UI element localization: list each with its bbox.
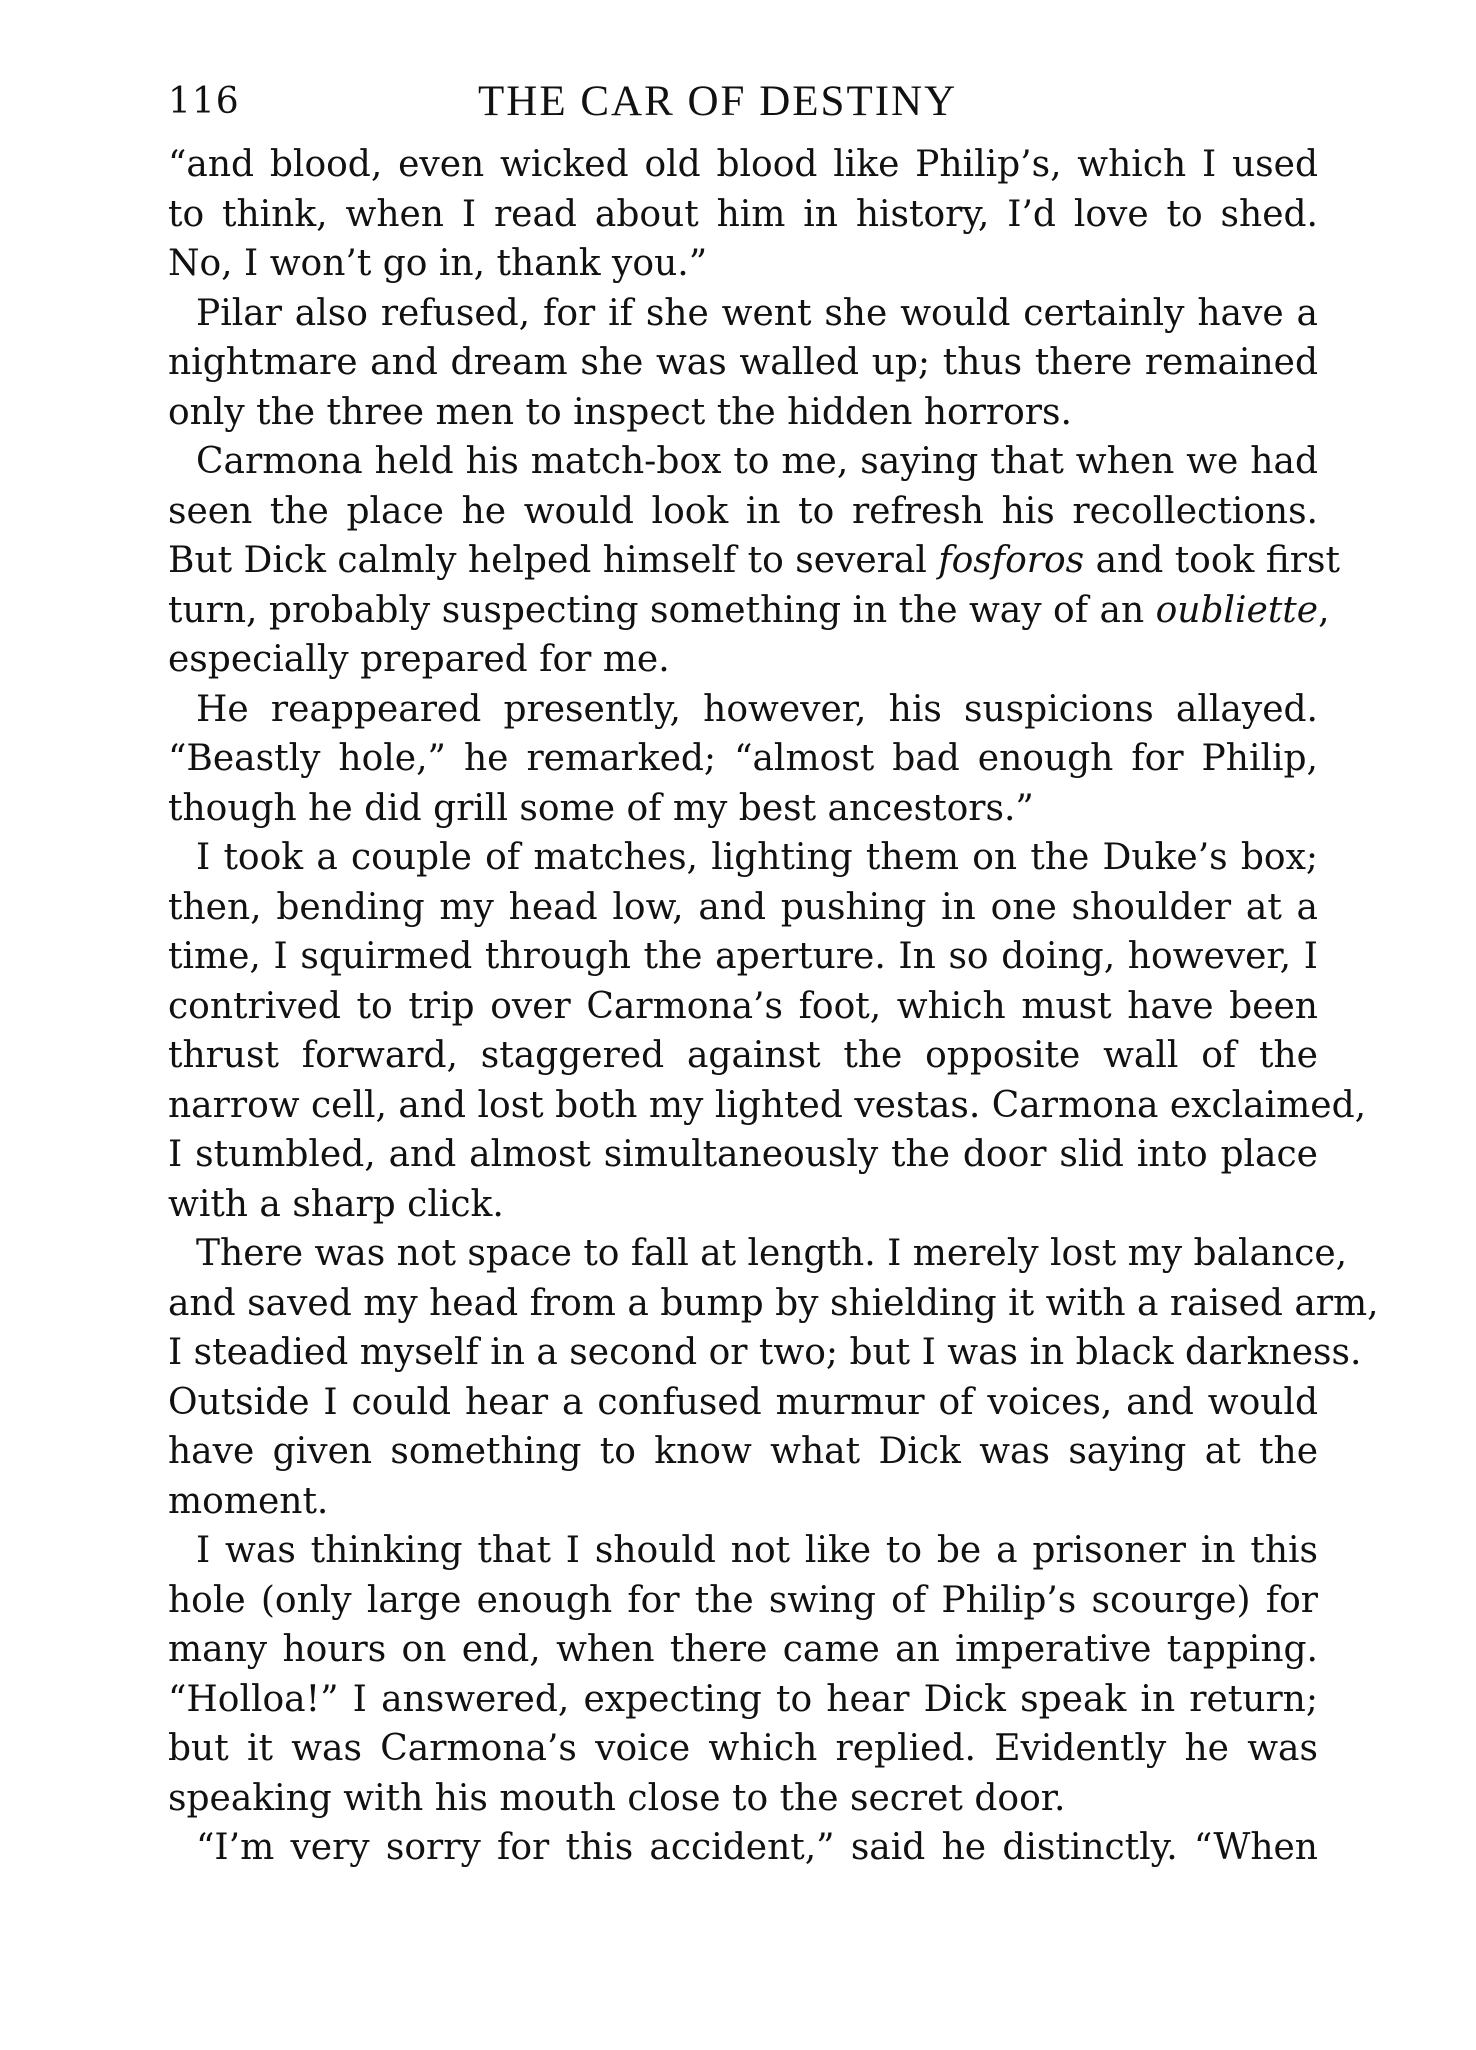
- text-line: and saved my head from a bump by shielding it with a raised arm,: [168, 1282, 1379, 1324]
- page-header: [168, 72, 1318, 132]
- text-line: nightmare and dream she was walled up; thus there remained: [168, 342, 1318, 383]
- text-line: especially prepared for me.: [168, 639, 670, 680]
- text-line: “Beastly hole,” he remarked; “almost bad enough for Philip,: [168, 738, 1318, 779]
- text-line: thrust forward, staggered against the opposite wall of the: [168, 1035, 1318, 1076]
- text-line: He reappeared presently, however, his suspicions allayed.: [196, 688, 1318, 730]
- running-head: THE CAR OF DESTINY: [478, 78, 958, 125]
- text-line: “I’m very sorry for this accident,” said he distinctly. “When: [196, 1827, 1318, 1868]
- text-line: have given something to know what Dick was saying at the: [168, 1431, 1318, 1472]
- text-line: No, I won’t go in, thank you.”: [168, 243, 708, 284]
- text-line: “and blood, even wicked old blood like Philip’s, which I used: [168, 144, 1318, 185]
- text-line: narrow cell, and lost both my lighted vestas. Carmona exclaimed,: [168, 1084, 1367, 1126]
- body-text: [168, 140, 1379, 1873]
- text-line: There was not space to fall at length. I merely lost my balance,: [196, 1233, 1348, 1274]
- text-line: contrived to trip over Carmona’s foot, which must have been: [168, 985, 1318, 1027]
- text-line: Pilar also refused, for if she went she would certainly have a: [196, 292, 1318, 334]
- text-line: I took a couple of matches, lighting them on the Duke’s box;: [196, 837, 1318, 878]
- text-line: I was thinking that I should not like to be a prisoner in this: [196, 1530, 1318, 1571]
- text-line: hole (only large enough for the swing of Philip’s scourge) for: [168, 1579, 1318, 1621]
- text-line: Carmona held his match-box to me, saying that when we had: [196, 441, 1318, 482]
- text-line: “Holloa!” I answered, expecting to hear Dick speak in return;: [168, 1678, 1318, 1720]
- text-line: only the three men to inspect the hidden horrors.: [168, 391, 1072, 433]
- text-line: but it was Carmona’s voice which replied. Evidently he was: [168, 1728, 1318, 1769]
- text-line: turn, probably suspecting something in the way of an oubliette,: [168, 589, 1330, 631]
- text-line: then, bending my head low, and pushing in one shoulder at a: [168, 886, 1318, 928]
- text-line: Outside I could hear a confused murmur of voices, and would: [168, 1381, 1318, 1423]
- text-line: many hours on end, when there came an imperative tapping.: [168, 1629, 1318, 1670]
- text-line: But Dick calmly helped himself to several fosforos and took first: [168, 540, 1340, 581]
- text-line: time, I squirmed through the aperture. In so doing, however, I: [168, 936, 1318, 977]
- text-line: I steadied myself in a second or two; but I was in black darkness.: [168, 1332, 1362, 1373]
- text-line: speaking with his mouth close to the secret door.: [168, 1777, 1066, 1819]
- text-line: to think, when I read about him in history, I’d love to shed.: [168, 193, 1318, 235]
- text-line: though he did grill some of my best ancestors.”: [168, 787, 1034, 829]
- text-line: with a sharp click.: [168, 1183, 504, 1225]
- text-line: moment.: [168, 1480, 329, 1522]
- page-number: 116: [168, 81, 240, 122]
- text-line: seen the place he would look in to refresh his recollections.: [168, 490, 1318, 532]
- text-line: I stumbled, and almost simultaneously the door slid into place: [168, 1134, 1318, 1175]
